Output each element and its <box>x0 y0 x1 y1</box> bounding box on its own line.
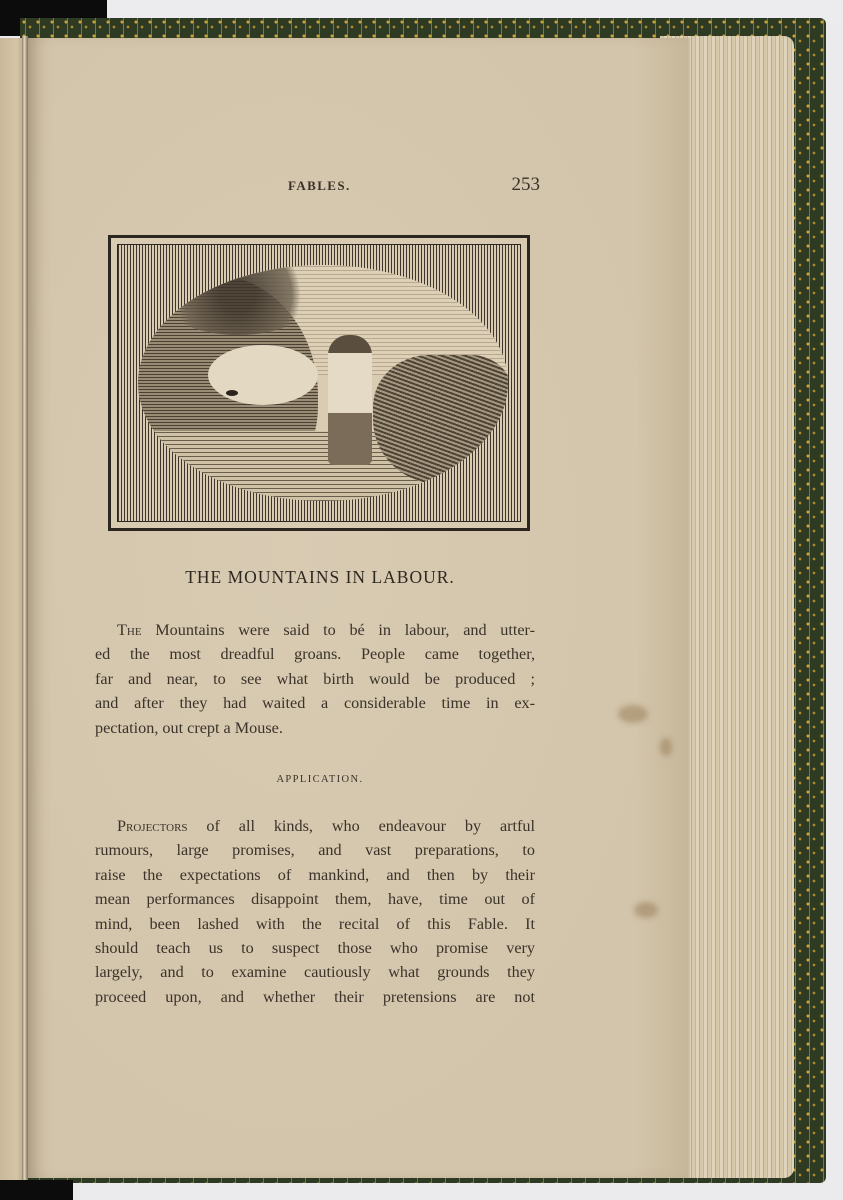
text-line: and after they had waited a considerable time in ex- <box>95 694 535 713</box>
text-line: mean performances disappoint them, have, time out of <box>95 890 535 909</box>
page-edge-shading <box>636 38 690 1178</box>
text-line: should teach us to suspect those who promise very <box>95 939 535 958</box>
running-head <box>288 176 540 198</box>
text-line: raise the expectations of mankind, and then by their <box>95 865 535 884</box>
text-line: Projectors of all kinds, who endeavour by artful <box>117 817 535 835</box>
running-title: FABLES. <box>288 178 351 193</box>
fable-paragraph <box>95 618 535 740</box>
scene-crowd <box>373 355 508 485</box>
book-gutter <box>22 36 28 1188</box>
scene-standing-man <box>328 335 372 465</box>
fable-title: THE MOUNTAINS IN LABOUR. <box>185 567 455 587</box>
mouse-icon <box>226 390 238 396</box>
illustration-oval-scene <box>138 265 508 501</box>
page-number: 253 <box>511 174 540 195</box>
woodcut-illustration <box>108 235 530 531</box>
text-line: mind, been lashed with the recital of this Fable. It <box>95 914 535 933</box>
text-line: largely, and to examine cautiously what grounds they <box>95 963 535 982</box>
text-line: far and near, to see what birth would be produced ; <box>95 669 535 688</box>
facing-page-edge <box>0 38 24 1188</box>
text-line: ed the most dreadful groans. People came together, <box>95 645 535 664</box>
foxing-stain <box>618 705 648 723</box>
application-heading: APPLICATION. <box>276 774 364 785</box>
lead-word: The <box>117 621 142 639</box>
text-line: The Mountains were said to bé in labour, and utter- <box>117 621 535 639</box>
lead-word: Projectors <box>117 817 188 835</box>
foxing-stain <box>634 902 658 918</box>
foxing-stain <box>660 738 672 756</box>
application-paragraph <box>95 814 535 1009</box>
text-line: pectation, out crept a Mouse. <box>95 718 283 737</box>
illustration-hatched-border <box>117 244 521 522</box>
scanner-shadow-bottom <box>0 1180 73 1200</box>
text-line: proceed upon, and whether their pretensions are not <box>95 987 535 1006</box>
scene-cave-opening <box>208 345 318 405</box>
text-line: rumours, large promises, and vast preparations, to <box>95 841 535 860</box>
